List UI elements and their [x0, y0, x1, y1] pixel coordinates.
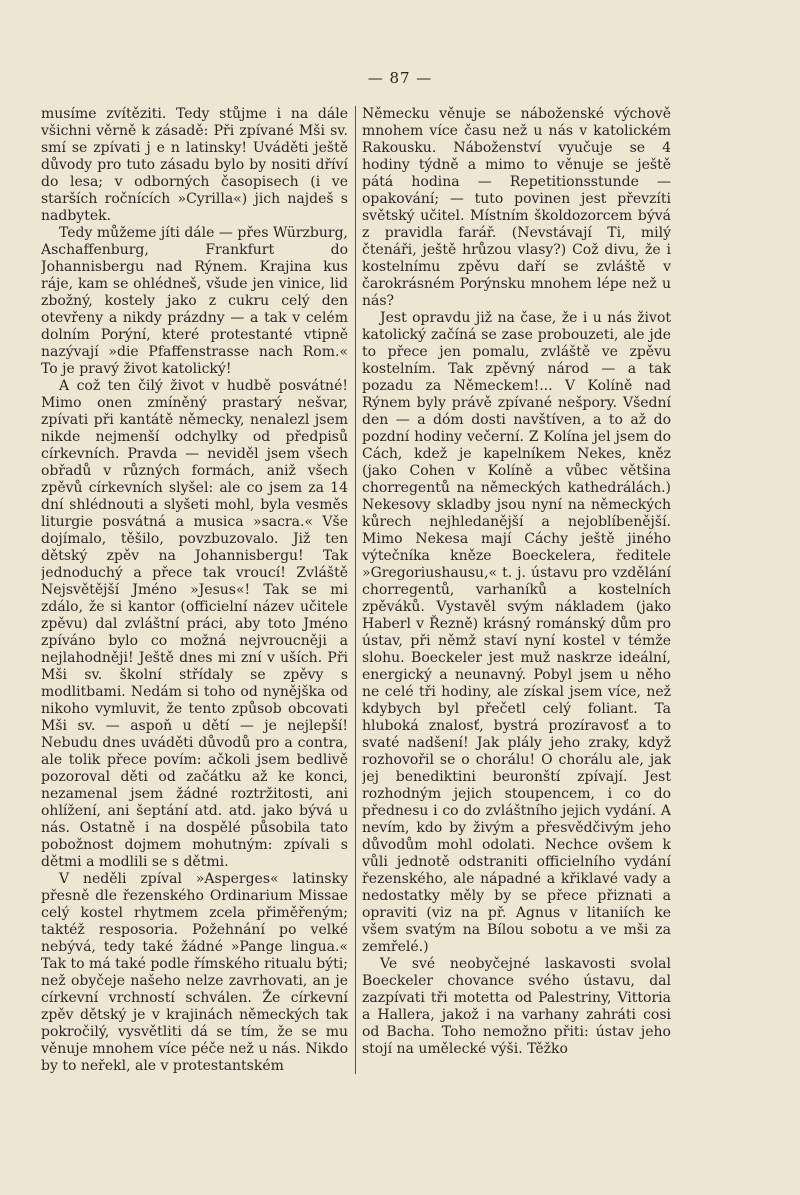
paragraph: Jest opravdu již na čase, že i u nás život katolický začíná se zase probouzeti, ale jde to přece jen pomalu, zvláště ve zpěvu kostelním. Tak zpěvný národ — a tak pozadu za Německem!... V Kolíně nad Rýnem byly právě zpívané nešpory. Všední den — a dóm dosti navštíven, a to až do pozdní hodiny večerní. Z Kolína jel jsem do Cách, kdež je kapelníkem Nekes, kněz (jako Cohen v Kolíně a vůbec většina chorregentů na německých kathedrálách.) Nekesovy skladby jsou nyní na německých kůrech nejhledanější a nejoblíbenější. Mimo Nekesa mají Cáchy ještě jiného výtečníka kněze Boeckelera, ředitele »Gregoriushausu,« t. j. ústavu pro vzdělání chorregentů, varhaníků a kostelních zpěváků. Vystavěl svým nákladem (jako Haberl v Řezně) krásný románský dům pro ústav, při němž staví nyní kostel v témže slohu. Boeckeler jest muž naskrze ideální, energický a neunavný. Pobyl jsem u něho ne celé tři hodiny, ale získal jsem více, než kdybych byl přečetl celý foliant. Ta hluboká znalosť, bystrá prozíravosť a to svaté nadšení! Jak plály jeho zraky, když rozhovořil se o chorálu! O chorálu ale, jak jej benediktini beuronští zpívají. Jest rozhodným jejich stoupencem, i co do přednesu i co do zvláštního jejich vydání. A nevím, kdo by živým a přesvědčivým jeho důvodům mohl odolati. Nechce ovšem k vůli jednotě odstraniti officielního vydání řezenského, ale nápadné a křiklavé vady a nedostatky měly by se přece přiznati a opraviti (viz na př. Agnus v litaniích ke všem svatým na Bílou sobotu a ve mši za zemřelé.): [362, 310, 671, 955]
paragraph: Německu věnuje se náboženské výchově mnohem více času než u nás v katolickém Rakousku. Náboženství vyučuje se 4 hodiny týdně a mimo to věnuje se ještě pátá hodina — Repetitionsstunde — opakování; — tuto povinen jest převzíti světský učitel. Místním školdozorcem bývá z pravidla farář. (Nevstávají Ti, milý čtenáři, ještě hrůzou vlasy?) Což divu, že i kostelnímu zpěvu daří se zvláště v čarokrásném Porýnsku mnohem lépe než u nás?: [362, 106, 671, 309]
right-column: [362, 106, 671, 1086]
paragraph: Ve své neobyčejné laskavosti svolal Boeckeler chovance svého ústavu, dal zazpívati tři motetta od Palestriny, Vittoria a Hallera, jakož i na varhany zahráti cosi od Bacha. Toho nemožno přiti: ústav jeho stojí na umělecké výši. Těžko: [362, 956, 671, 1057]
paragraph: Tedy můžeme jíti dále — přes Würzburg, Aschaffenburg, Frankfurt do Johannisbergu nad Rýnem. Krajina kus ráje, kam se ohlédneš, všude jen vinice, lid zbožný, kostely jako z cukru celý den otevřeny a nikdy prázdny — a tak v celém dolním Porýní, které protestanté vtipně nazývají »die Pfaffenstrasse nach Rom.« To je pravý život katolický!: [41, 225, 348, 377]
paragraph: musíme zvítěziti. Tedy stůjme i na dále všichni věrně k zásadě: Při zpívané Mši sv. smí se zpívati j e n latinsky! Uváděti ještě důvody pro tuto zásadu bylo by nositi dříví do lesa; v odborných časopisech (i ve starších ročnících »Cyrilla«) jich najdeš s nadbytek.: [41, 106, 348, 224]
page-number: — 87 —: [367, 69, 433, 87]
column-divider: [355, 106, 356, 1074]
paragraph: A což ten čilý život v hudbě posvátné! Mimo onen zmíněný prastarý nešvar, zpívati při kantátě německy, nenalezl jsem nikde nejmenší odchylky od předpisů církevních. Pravda — neviděl jsem všech obřadů v různých formách, aniž všech zpěvů církevních slyšel: ale co jsem za 14 dní shlédnouti a slyšeti mohl, byla vesměs liturgie posvátná a musica »sacra.« Vše dojímalo, těšilo, povzbuzovalo. Již ten dětský zpěv na Johannisbergu! Tak jednoduchý a přece tak vroucí! Zvláště Nejsvětější Jméno »Jesus«! Tak se mi zdálo, že si kantor (officielní název učitele zpěvu) dal zvláštní práci, aby toto Jméno zpíváno bylo co možná nejvroucněji a nejlahodněji! Ještě dnes mi zní v uších. Při Mši sv. školní střídaly se zpěvy s modlitbami. Nedám si toho od nynějška od nikoho vymluvit, že tento způsob obcovati Mši sv. — aspoň u dětí — je nejlepší! Nebudu dnes uváděti důvodů pro a contra, ale tolik přece povím: ačkoli jsem bedlivě pozoroval děti od začátku až ke konci, nezamenal jsem žádné roztržitosti, ani ohlížení, ani šeptání atd. atd. jako bývá u nás. Ostatně i na dospělé působila tato pobožnost dojmem mohutným: zpívali s dětmi a modlili se s dětmi.: [41, 378, 348, 870]
paragraph: V neděli zpíval »Asperges« latinsky přesně dle řezenského Ordinarium Missae celý kostel rhytmem zcela přiměřeným; taktéž resposoria. Požehnání po velké nebývá, tedy také žádné »Pange lingua.« Tak to má také podle římského ritualu býti; než obyčeje našeho nelze zavrhovati, an je církevní vrchností schválen. Že církevní zpěv dětský je v krajinách německých tak pokročilý, vysvětliti dá se tím, že se mu věnuje mnohem více péče než u nás. Nikdo by to neřekl, ale v protestantském: [41, 871, 348, 1074]
left-column: [41, 106, 348, 1086]
